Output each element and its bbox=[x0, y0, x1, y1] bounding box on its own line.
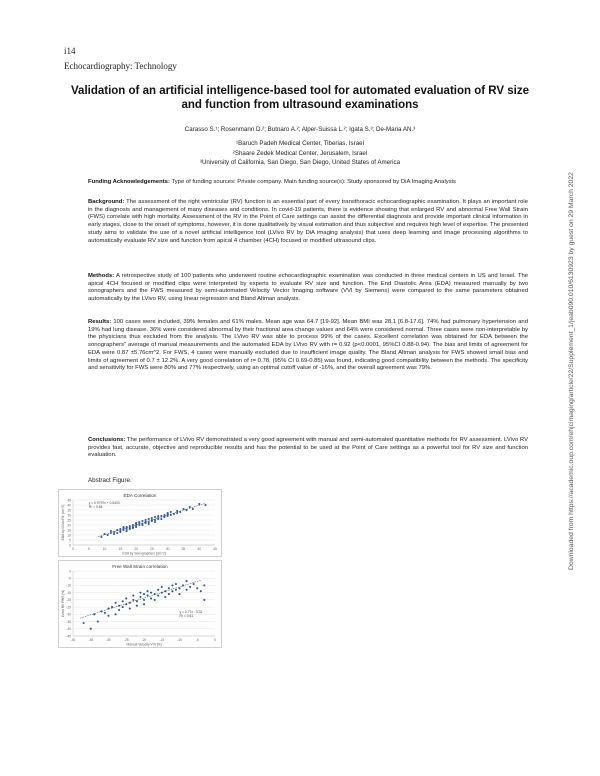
trend-equation: y = 0.77x - 3.32 bbox=[179, 609, 203, 614]
y-tick-label: -45 bbox=[66, 634, 71, 639]
data-point bbox=[113, 531, 115, 533]
data-point bbox=[139, 596, 141, 598]
y-tick-label: 40 bbox=[67, 503, 71, 508]
data-point bbox=[193, 583, 195, 585]
data-point bbox=[175, 583, 177, 585]
data-point bbox=[143, 603, 145, 605]
y-tick-label: -40 bbox=[66, 627, 71, 632]
data-point bbox=[136, 605, 138, 607]
chart-title: Free Wall Strain correlation bbox=[112, 564, 168, 569]
author-list: Carasso S.¹; Rosenmann D.²; Butnaro A.²; Alper-Suissa L.²; Igata S.³; De-Maria AN.³ bbox=[184, 126, 416, 133]
data-point bbox=[148, 518, 150, 520]
y-tick-label: -20 bbox=[66, 598, 71, 603]
data-point bbox=[189, 586, 191, 588]
conclusions-text: The performance of LVivo RV demonstrated a very good agreement with manual and semi-automated quantitative methods for RV assessment. LVivo RV provides fast, accurate, objective and reproducible results and has the potential to be used at the Point of Care settings as a powerful tool for RV size and function evaluation. bbox=[88, 437, 529, 459]
data-point bbox=[122, 600, 124, 602]
background-text: The assessment of the right ventricular (RV) function is an essential part of every transthoracic echocardiographic examination. It plays an important role in the diagnosis and management of many diseases and conditions. In covid-19 patients, there is evidence showing that enlarged RV and abnormal Free Wall Strain (FWS) correlate with high mortality. Assessment of the RV in the Point of Care settings can assist the differential diagnosis and provide important clinical information in early stages, close to the onset of symptoms, however, it is done qualitatively by visual estimation and thus subjective and requires high level of expertise. The presented study aims to validate the use of a novel artificial intelligence tool (LVivo RV by DiA imaging analysis) that uses deep learning and image processing algorithms to automatically evaluate RV size and function from apical 4 chamber (4CH) focused or modified ultrasound clips. bbox=[88, 199, 528, 244]
data-point bbox=[138, 524, 140, 526]
data-point bbox=[126, 526, 128, 528]
data-point bbox=[119, 531, 121, 533]
data-point bbox=[154, 519, 156, 521]
data-point bbox=[118, 605, 120, 607]
data-point bbox=[119, 528, 121, 530]
data-point bbox=[157, 589, 159, 591]
data-point bbox=[178, 593, 180, 595]
data-point bbox=[110, 530, 112, 532]
funding-label: Funding Acknowledgements: bbox=[88, 179, 170, 185]
y-tick-label: -30 bbox=[66, 612, 71, 617]
data-point bbox=[176, 510, 178, 512]
data-point bbox=[136, 600, 138, 602]
data-point bbox=[173, 513, 175, 515]
data-point bbox=[170, 514, 172, 516]
data-point bbox=[116, 532, 118, 534]
data-point bbox=[171, 584, 173, 586]
data-point bbox=[138, 522, 140, 524]
data-point bbox=[129, 608, 131, 610]
data-point bbox=[161, 592, 163, 594]
affiliation-3: ³University of California, San Diego, San Diego, United States of America bbox=[199, 159, 401, 166]
data-point bbox=[157, 515, 159, 517]
data-point bbox=[113, 533, 115, 535]
x-tick-label: 25 bbox=[150, 547, 154, 551]
data-point bbox=[182, 508, 184, 510]
affiliation-2: ²Shaare Zedek Medical Center, Jerusalem, Israel bbox=[232, 150, 368, 157]
data-point bbox=[83, 622, 85, 624]
methods-paragraph bbox=[88, 273, 528, 304]
funding-text: Type of funding sources: Private company. Main funding source(s): Study sponsored by DiA Imaging Analysis bbox=[171, 179, 456, 185]
x-tick-label: 20 bbox=[134, 547, 138, 551]
download-note-text: Downloaded from https://academic.oup.com/ehjcimaging/article/22/Supplement_1/jeab090.010/6130923 by guest on 29 March 2022 bbox=[568, 172, 575, 570]
data-point bbox=[203, 599, 205, 601]
data-point bbox=[122, 606, 124, 608]
data-point bbox=[203, 584, 205, 586]
data-point bbox=[141, 520, 143, 522]
data-point bbox=[129, 528, 131, 530]
data-point bbox=[97, 621, 99, 623]
data-point bbox=[186, 580, 188, 582]
x-tick-label: -40 bbox=[70, 638, 76, 642]
data-point bbox=[147, 595, 149, 597]
y-tick-label: -35 bbox=[66, 619, 71, 624]
y-tick-label: 20 bbox=[67, 523, 71, 528]
x-axis-label: Manual Velocity VVI [%] bbox=[126, 642, 162, 647]
x-tick-label: 0 bbox=[72, 547, 74, 551]
x-tick-label: -20 bbox=[141, 638, 147, 642]
data-point bbox=[141, 524, 143, 526]
x-tick-label: 5 bbox=[87, 547, 90, 551]
data-point bbox=[132, 595, 134, 597]
y-axis-label: EDA by LVivo RV [cm^2] bbox=[61, 504, 65, 541]
data-point bbox=[160, 518, 162, 520]
y-tick-label: 10 bbox=[67, 533, 71, 538]
x-axis-label: EDA by Sonographers [cm^2] bbox=[122, 551, 166, 556]
data-point bbox=[196, 587, 198, 589]
data-point bbox=[176, 512, 178, 514]
data-point bbox=[163, 514, 165, 516]
x-tick-label: 40 bbox=[197, 547, 202, 551]
funding-paragraph bbox=[88, 179, 528, 187]
y-tick-label: 25 bbox=[67, 518, 71, 523]
data-point bbox=[182, 584, 184, 586]
figure-label: Abstract Figure. bbox=[88, 477, 132, 484]
data-point bbox=[126, 528, 128, 530]
r-squared: R² = 0.61 bbox=[179, 613, 194, 618]
data-point bbox=[204, 504, 206, 506]
y-axis-label: LVivo RV FWS [%] bbox=[61, 589, 65, 618]
data-point bbox=[111, 606, 113, 608]
data-point bbox=[151, 519, 153, 521]
y-tick-label: -10 bbox=[66, 583, 71, 588]
data-point bbox=[157, 595, 159, 597]
x-tick-label: -5 bbox=[195, 638, 199, 642]
y-tick-label: 5 bbox=[69, 538, 71, 543]
trend-equation: y = 0.9797x + 0.5403 bbox=[88, 501, 120, 505]
data-point bbox=[100, 610, 102, 612]
x-tick-label: 30 bbox=[165, 547, 170, 551]
data-point bbox=[129, 525, 131, 527]
download-note bbox=[568, 172, 582, 570]
data-point bbox=[200, 590, 202, 592]
eda-chart-svg bbox=[59, 490, 221, 556]
data-point bbox=[143, 599, 145, 601]
methods-label: Methods: bbox=[88, 273, 115, 279]
data-point bbox=[139, 592, 141, 594]
data-point bbox=[154, 516, 156, 518]
fws-correlation-chart bbox=[58, 560, 222, 648]
y-tick-label: -15 bbox=[66, 590, 71, 595]
data-point bbox=[122, 526, 124, 528]
data-point bbox=[186, 589, 188, 591]
data-point bbox=[135, 522, 137, 524]
y-tick-label: 15 bbox=[67, 528, 71, 533]
data-point bbox=[164, 596, 166, 598]
data-point bbox=[189, 506, 191, 508]
data-point bbox=[171, 590, 173, 592]
data-point bbox=[110, 532, 112, 534]
data-point bbox=[167, 512, 169, 514]
y-tick-label: 0 bbox=[69, 569, 71, 574]
data-point bbox=[148, 521, 150, 523]
x-tick-label: -30 bbox=[106, 638, 111, 642]
y-tick-label: -5 bbox=[68, 576, 71, 581]
affiliation-1: ¹Baruch Padeh Medical Center, Tiberias, Israel bbox=[236, 140, 364, 147]
data-point bbox=[90, 628, 92, 630]
data-point bbox=[167, 515, 169, 517]
data-point bbox=[122, 529, 124, 531]
data-point bbox=[107, 615, 109, 617]
data-point bbox=[154, 599, 156, 601]
chart-title: EDA Correlation bbox=[123, 493, 157, 498]
eda-correlation-chart bbox=[58, 489, 222, 557]
data-point bbox=[179, 511, 181, 513]
background-label: Background: bbox=[88, 199, 125, 205]
x-tick-label: 10 bbox=[102, 547, 107, 551]
y-tick-label: 30 bbox=[67, 513, 71, 518]
results-label: Results: bbox=[88, 319, 112, 325]
fws-chart-svg bbox=[59, 561, 221, 647]
data-point bbox=[132, 524, 134, 526]
data-point bbox=[118, 609, 120, 611]
data-point bbox=[143, 593, 145, 595]
page-number: i14 bbox=[64, 46, 76, 56]
results-paragraph bbox=[88, 319, 528, 373]
data-point bbox=[161, 586, 163, 588]
data-point bbox=[164, 590, 166, 592]
data-point bbox=[163, 516, 165, 518]
data-point bbox=[186, 509, 188, 511]
data-point bbox=[129, 602, 131, 604]
paper-title: Validation of an artificial intelligence-based tool for automated evaluation of RV size and function from ultrasound examinations bbox=[71, 85, 529, 111]
results-text: 100 cases were included, 39% females and 61% males. Mean age was 64.7 [19-92]. Mean BMI was 28.1 [6.8-17.6]. 74% had pulmonary hypertension and 19% had lung disease. 36% were considered abnormal by their fractional area change values and 64% were considered normal. Three cases were non-interpretable by the physicians thus excluded from the analysis. The LVivo RV was able to process 99% of the cases. Excellent correlation was obtained for EDA between the sonographers" average of manual measurements and the automated EDA by LVivo RV with r= 0.92 (p<0.0001, 95%CI 0.88-0.94). The bias and limits of agreement for EDA were 0.87 ±5.76cm^2. For FWS, 4 cases were manually excluded due to insufficient image quality. The Bland Altman analysis for FWS showed small bias and limits of agreement of 0.7 ± 12.2%. A very good correlation of r= 0.78, (95% CI 0.69-0.85) was found, indicating good compatibility between the methods. The specificity and sensitivity for FWS were 80% and 77% respectively, using an optimal cutoff value of -16%, and the overall agreement was 79%. bbox=[88, 319, 528, 372]
x-tick-label: -35 bbox=[88, 638, 94, 642]
conclusions-paragraph bbox=[88, 437, 528, 460]
data-point bbox=[145, 519, 147, 521]
data-point bbox=[104, 612, 106, 614]
data-point bbox=[178, 587, 180, 589]
data-point bbox=[192, 508, 194, 510]
data-point bbox=[107, 608, 109, 610]
x-tick-label: 0 bbox=[214, 638, 216, 642]
conclusions-label: Conclusions: bbox=[88, 437, 126, 443]
data-point bbox=[107, 534, 109, 536]
data-point bbox=[132, 527, 134, 529]
data-point bbox=[150, 592, 152, 594]
data-point bbox=[115, 602, 117, 604]
data-point bbox=[145, 521, 147, 523]
data-point bbox=[100, 536, 102, 538]
section-heading: Echocardiography: Technology bbox=[64, 61, 177, 71]
data-point bbox=[154, 521, 156, 523]
x-tick-label: -10 bbox=[177, 638, 182, 642]
data-point bbox=[170, 511, 172, 513]
y-tick-label: -25 bbox=[66, 605, 71, 610]
data-point bbox=[157, 517, 159, 519]
data-point bbox=[104, 533, 106, 535]
data-point bbox=[160, 515, 162, 517]
x-tick-label: -25 bbox=[123, 638, 129, 642]
data-point bbox=[135, 526, 137, 528]
x-tick-label: 45 bbox=[213, 547, 217, 551]
data-point bbox=[151, 517, 153, 519]
data-point bbox=[126, 530, 128, 532]
data-point bbox=[175, 589, 177, 591]
data-point bbox=[93, 613, 95, 615]
data-point bbox=[147, 590, 149, 592]
y-tick-label: 45 bbox=[67, 498, 71, 503]
data-point bbox=[115, 613, 117, 615]
data-point bbox=[116, 529, 118, 531]
data-point bbox=[198, 503, 200, 505]
data-point bbox=[125, 597, 127, 599]
data-point bbox=[154, 593, 156, 595]
data-point bbox=[125, 603, 127, 605]
data-point bbox=[150, 597, 152, 599]
x-tick-label: -15 bbox=[159, 638, 165, 642]
data-point bbox=[168, 587, 170, 589]
y-tick-label: 0 bbox=[69, 543, 71, 548]
y-tick-label: 35 bbox=[67, 508, 71, 513]
background-paragraph bbox=[88, 199, 528, 245]
x-tick-label: 35 bbox=[181, 547, 186, 551]
x-tick-label: 15 bbox=[118, 547, 123, 551]
methods-text: A retrospective study of 100 patients who underwent routine echocardiographic examination was conducted in three medical centers in US and Israel. The apical 4CH focused or modified clips were interpreted by experts to evaluate RV size and function. The End Diastolic Area (EDA) measured manually by two sonographers and the FWS measured by semi-automated Velocity Vector Imaging software (VVI by Siemens) were compared to the same parameters obtained automatically by the LVivo RV, using linear regression and Bland Altman analysis. bbox=[88, 273, 529, 303]
r-squared: R² = 0.84 bbox=[88, 505, 103, 509]
data-point bbox=[132, 599, 134, 601]
data-point bbox=[168, 593, 170, 595]
data-point bbox=[148, 523, 150, 525]
